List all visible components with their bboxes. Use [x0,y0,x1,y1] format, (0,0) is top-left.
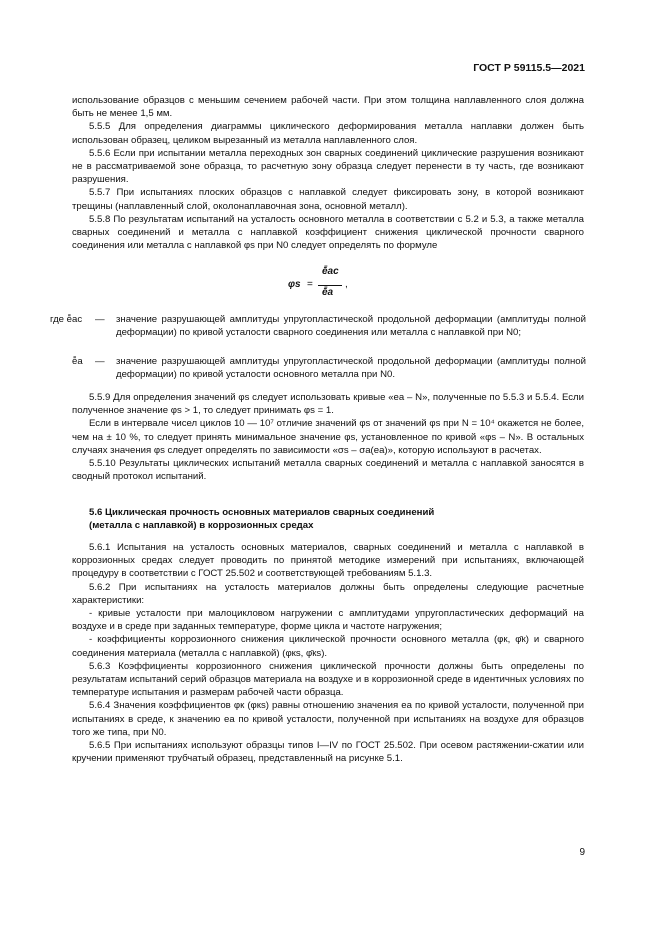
paragraph: 5.5.7 При испытаниях плоских образцов с наплавкой следует фиксировать зону, в которой возникают трещины (наплавленный слой, околонаплавочная зона, основной металл). [72,187,584,212]
formula-numerator: ē̄ас [322,266,339,277]
paragraph: 5.5.6 Если при испытании металла переходных зон сварных соединений циклические разрушения возникают не в рассматриваемой зоне образца, то расчетную зону образца следует перенести в ту часть, где возникают разрушения. [72,147,584,186]
fraction-bar [318,285,342,286]
formula [288,268,378,308]
text-block-1 [72,94,584,252]
where-definition: значение разрушающей амплитуды упругопластической продольной деформации (амплитуды полной деформации) по кривой усталости сварного соединения или металла с наплавкой при N0; [116,314,586,339]
section-title-line2: (металла с наплавкой) в коррозионных средах [89,520,314,532]
where-label: где ē̄ас [50,314,83,325]
page-number: 9 [579,847,585,858]
paragraph: Если в интервале чисел циклов 10 — 10⁷ отличие значений φs от значений φs при N = 10⁴ окажется не более, чем на ± 10 %, то следует принять минимальное значение φs, установленное по кривой «φs – N». В остальных случаях значения φs следует определять по зависимости «σs – σa(еа)», которую используют в расчетах. [72,418,584,456]
section-title-line1: 5.6 Циклическая прочность основных материалов сварных соединений [89,507,435,518]
paragraph: 5.6.4 Значения коэффициентов φк (φкs) равны отношению значения еа по кривой усталости, полученной при испытаниях в среде, к значению еа по кривой усталости, полученной при испытаниях на воздухе для образцов того же типа, при N0. [72,700,584,738]
paragraph: 5.6.3 Коэффициенты коррозионного снижения циклической прочности должны быть определены по результатам испытаний серий образцов материала на воздухе и в коррозионной среде в идентичных условиях по температуре испытания и размерам рабочей части образца. [72,660,584,699]
where-dash: — [95,356,105,367]
paragraph: 5.5.5 Для определения диаграммы циклического деформирования металла наплавки должен быть использован образец, целиком вырезанный из металла наплавленного слоя. [72,121,584,146]
formula-equals: = [307,279,313,290]
paragraph: использование образцов с меньшим сечением рабочей части. При этом толщина наплавленного слоя должна быть не менее 1,5 мм. [72,95,584,120]
paragraph: 5.6.2 При испытаниях на усталость материалов должны быть определены следующие расчетные характеристики: [72,581,584,606]
section-heading [89,506,584,532]
where-label: ē̄а [72,356,83,367]
paragraph: 5.5.9 Для определения значений φs следует использовать кривые «еа – N», полученные по 5.5.3 и 5.5.4. Если полученное значение φs > 1, то следует принимать φs = 1. [72,392,584,417]
text-block-2 [72,391,584,483]
paragraph: - коэффициенты коррозионного снижения циклической прочности основного металла (φк, φ̄к) и сварного соединения материала (металла с наплавкой) (φкs, φ̄кs). [72,634,584,659]
where-dash: — [95,314,105,325]
paragraph: - кривые усталости при малоцикловом нагружении с амплитудами упругопластических деформаций на воздухе и в среде при заданных температуре, форме цикла и частоте нагружения; [72,608,584,633]
where-item-1 [50,313,586,353]
paragraph: 5.6.1 Испытания на усталость основных материалов, сварных соединений и металла с наплавкой в коррозионных средах следует проводить по принятой методике измерений при испытаниях, включающей процедуру в соответствии с ГОСТ 25.502 и соответствующей требованиям 5.1.3. [72,542,584,580]
formula-comma: , [345,279,348,290]
formula-denominator: ē̄а [322,287,334,298]
paragraph: 5.6.5 При испытаниях используют образцы типов I—IV по ГОСТ 25.502. При осевом растяжении-сжатии или кручении применяют трубчатый образец, представленный на рисунке 5.1. [72,740,584,765]
where-item-2 [50,355,586,383]
standard-header: ГОСТ Р 59115.5—2021 [473,62,585,74]
text-block-3 [72,541,584,765]
where-definition: значение разрушающей амплитуды упругопластической продольной деформации (амплитуды полной деформации) по кривой усталости основного металла при N0. [116,356,586,381]
paragraph: 5.5.10 Результаты циклических испытаний металла сварных соединений и металла с наплавкой заносятся в сводный протокол испытаний. [72,458,584,483]
formula-lhs: φs [288,279,301,290]
paragraph: 5.5.8 По результатам испытаний на усталость основного металла в соответствии с 5.2 и 5.3, а также металла сварных соединений и металла с наплавкой коэффициент снижения циклической прочности сварного соединения или металла с наплавкой φs при N0 следует определять по формуле [72,213,584,252]
